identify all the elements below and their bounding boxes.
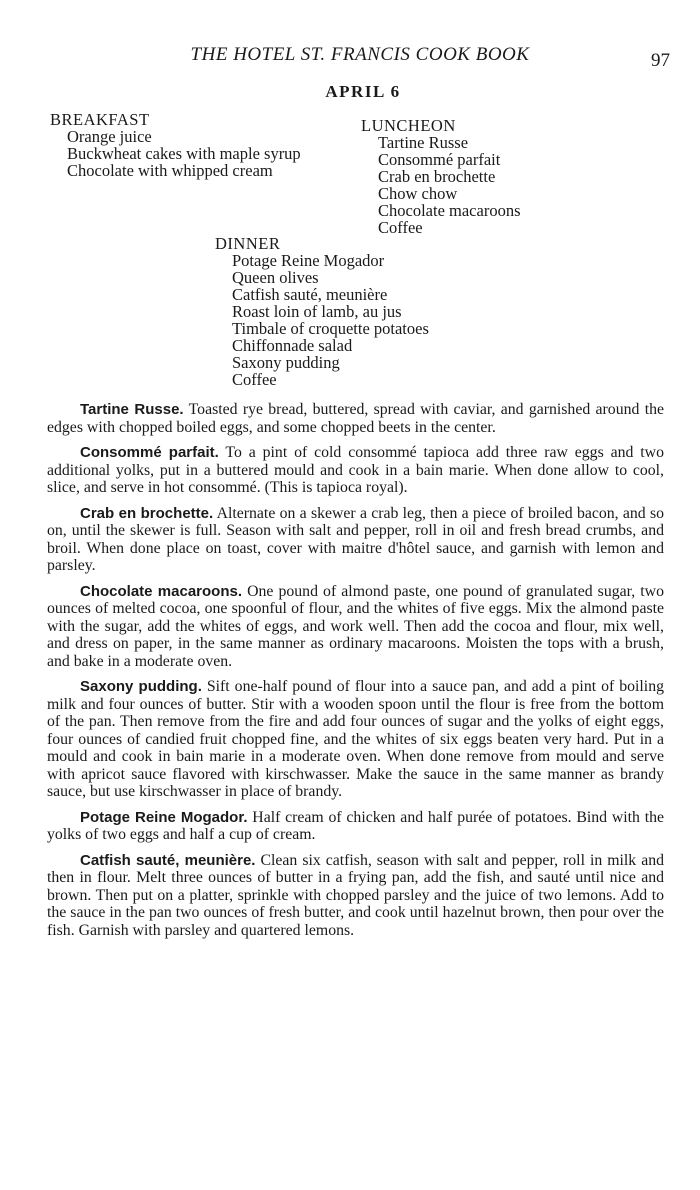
menu-item: Coffee bbox=[378, 218, 423, 237]
recipe-text: Toasted rye bread, buttered, spread with caviar, and garnished around the edges with chopped boiled eggs, and some chopped beets in the center. bbox=[47, 401, 664, 436]
page-number: 97 bbox=[651, 50, 670, 71]
breakfast-menu bbox=[50, 111, 301, 179]
menu-item: Roast loin of lamb, au jus bbox=[232, 302, 402, 321]
recipe-text: To a pint of cold consommé tapioca add three raw eggs and two additional yolks, put in a buttered mould and cook in a bain marie. When done allow to cool, slice, and serve in hot consommé. (This is tapioca royal). bbox=[47, 444, 664, 496]
recipe-consomme-parfait bbox=[47, 444, 664, 497]
menu-item: Coffee bbox=[232, 370, 277, 389]
recipe-name: Chocolate macaroons. bbox=[80, 582, 243, 600]
breakfast-title: BREAKFAST bbox=[50, 110, 150, 129]
menu-item: Timbale of croquette potatoes bbox=[232, 319, 429, 338]
recipe-name: Crab en brochette. bbox=[80, 504, 214, 522]
menu-item: Tartine Russe bbox=[378, 133, 469, 152]
recipe-name: Catfish sauté, meunière. bbox=[80, 851, 256, 869]
menu-item: Chiffonnade salad bbox=[232, 336, 353, 355]
recipe-catfish-saute bbox=[47, 852, 664, 940]
recipe-potage-reine-mogador bbox=[47, 809, 664, 844]
dinner-menu bbox=[215, 235, 429, 388]
luncheon-items bbox=[361, 134, 521, 236]
recipe-name: Consommé parfait. bbox=[80, 444, 219, 461]
menu-item: Potage Reine Mogador bbox=[232, 251, 385, 270]
menu-item: Chow chow bbox=[378, 184, 458, 203]
menu-item: Consommé parfait bbox=[378, 150, 501, 169]
running-header: THE HOTEL ST. FRANCIS COOK BOOK bbox=[190, 44, 530, 65]
recipe-text: One pound of almond paste, one pound of granulated sugar, two ounces of melted cocoa, one spoonful of flour, and the whites of five eggs. Mix the almond paste with the sugar, add the whites of eggs, and work well. Then add the cocoa and flour, mix well, and dress on paper, in the same manner as ordinary macaroons. Moisten the tops with a brush, and bake in a moderate oven. bbox=[47, 582, 664, 670]
menu-item: Buckwheat cakes with maple syrup bbox=[67, 144, 301, 163]
menu-item: Chocolate with whipped cream bbox=[67, 161, 273, 180]
recipe-saxony-pudding bbox=[47, 678, 664, 801]
recipe-text: Half cream of chicken and half purée of potatoes. Bind with the yolks of two eggs and half a cup of cream. bbox=[47, 808, 665, 843]
menu-item: Orange juice bbox=[67, 127, 152, 146]
recipes bbox=[47, 401, 664, 947]
dinner-items bbox=[215, 252, 429, 388]
menu-item: Crab en brochette bbox=[378, 167, 496, 186]
recipe-name: Tartine Russe. bbox=[80, 401, 184, 418]
date-heading: APRIL 6 bbox=[325, 82, 401, 101]
menu-item: Queen olives bbox=[232, 268, 319, 287]
recipe-name: Saxony pudding. bbox=[80, 678, 202, 695]
dinner-title: DINNER bbox=[215, 234, 281, 253]
recipe-text: Alternate on a skewer a crab leg, then a piece of broiled bacon, and so on, until the skewer is full. Season with salt and pepper, roll in oil and fresh bread crumbs, and broil. When done place on toast, cover with maitre d'hôtel sauce, and garnish with lemon and parsley. bbox=[47, 504, 665, 574]
luncheon-title: LUNCHEON bbox=[361, 116, 456, 135]
recipe-text: Clean six catfish, season with salt and pepper, roll in milk and then in flour. Melt three ounces of butter in a frying pan, add the fish, and sauté until nice and brown. Then put on a platter, sprinkle with chopped parsley and the juice of two lemons. Add to the sauce in the pan two ounces of fresh butter, and cook until hazelnut brown, then pour over the fish. Garnish with parsley and quartered lemons. bbox=[47, 851, 664, 939]
menu-item: Chocolate macaroons bbox=[378, 201, 521, 220]
breakfast-items bbox=[50, 128, 301, 179]
recipe-name: Potage Reine Mogador. bbox=[80, 808, 248, 826]
menu-item: Saxony pudding bbox=[232, 353, 340, 372]
luncheon-menu bbox=[361, 117, 521, 236]
recipe-tartine-russe bbox=[47, 401, 664, 436]
recipe-crab-en-brochette bbox=[47, 505, 664, 575]
menu-item: Catfish sauté, meunière bbox=[232, 285, 388, 304]
recipe-text: Sift one-half pound of flour into a sauce pan, and add a pint of boiling milk and four ounces of butter. Stir with a wooden spoon until the flour is free from the bottom of the pan. Then remove from the fire and add four ounces of sugar and the yolks of eight eggs, four ounces of candied fruit chopped fine, and the whites of six eggs beaten very hard. Put in a mould and cook in bain marie in a moderate oven. When done remove from mould and serve with apricot sauce flavored with kirschwasser. Make the sauce in the same manner as brandy sauce, but use kirschwasser in place of brandy. bbox=[47, 678, 664, 800]
recipe-chocolate-macaroons bbox=[47, 583, 664, 671]
